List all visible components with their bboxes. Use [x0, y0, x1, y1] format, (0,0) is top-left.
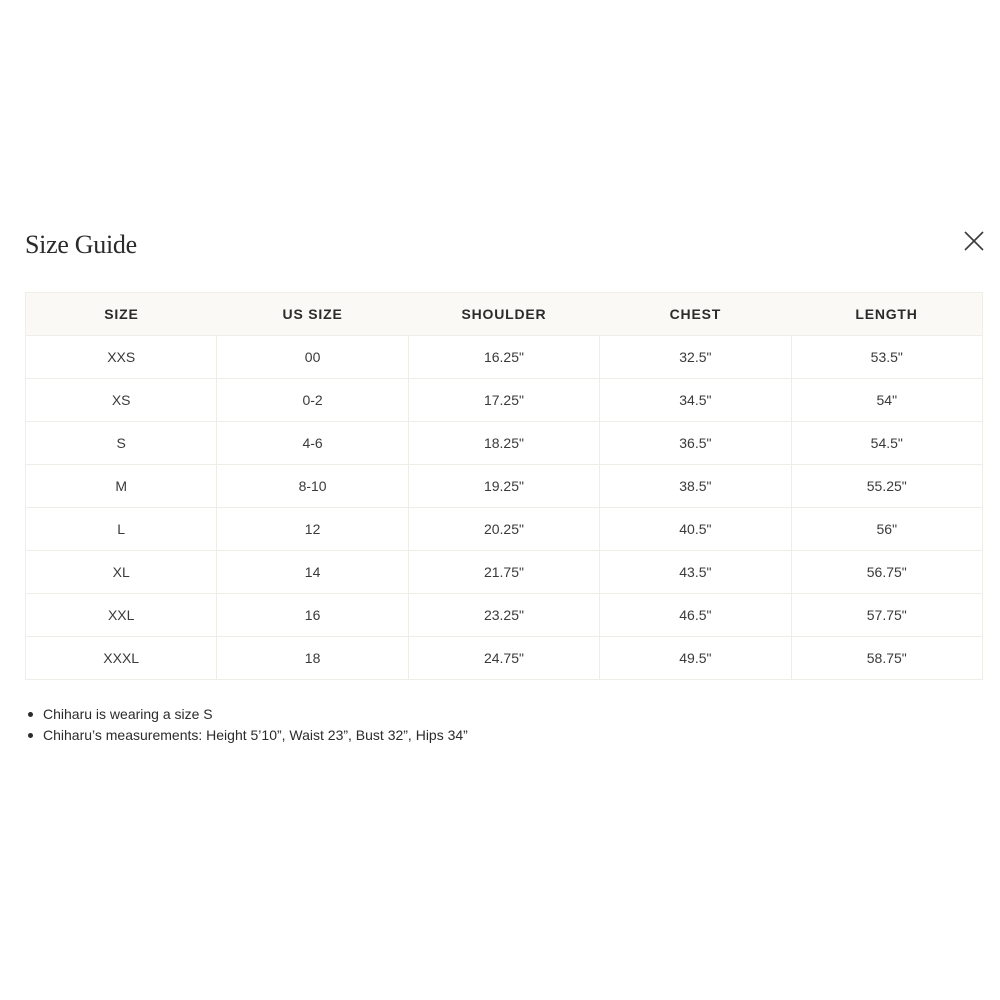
cell-chest: 46.5"	[600, 594, 791, 637]
cell-length: 53.5"	[791, 336, 982, 379]
cell-us-size: 18	[217, 637, 408, 680]
list-item	[25, 725, 468, 746]
cell-length: 55.25"	[791, 465, 982, 508]
cell-size: XXS	[26, 336, 217, 379]
cell-shoulder: 19.25"	[408, 465, 599, 508]
cell-size: S	[26, 422, 217, 465]
table-row	[26, 508, 983, 551]
cell-us-size: 4-6	[217, 422, 408, 465]
note-text: Chiharu’s measurements: Height 5’10”, Waist 23”, Bust 32”, Hips 34”	[43, 727, 468, 743]
close-icon	[963, 230, 985, 252]
size-table	[25, 292, 983, 680]
table-row	[26, 465, 983, 508]
table-row	[26, 637, 983, 680]
cell-length: 57.75"	[791, 594, 982, 637]
bullet-icon	[28, 712, 33, 717]
close-button[interactable]	[963, 230, 985, 252]
cell-us-size: 0-2	[217, 379, 408, 422]
column-header-chest: CHEST	[600, 293, 791, 336]
cell-shoulder: 21.75"	[408, 551, 599, 594]
bullet-icon	[28, 733, 33, 738]
cell-chest: 34.5"	[600, 379, 791, 422]
column-header-length: LENGTH	[791, 293, 982, 336]
table-row	[26, 379, 983, 422]
cell-size: XL	[26, 551, 217, 594]
cell-length: 54"	[791, 379, 982, 422]
cell-length: 54.5"	[791, 422, 982, 465]
cell-chest: 49.5"	[600, 637, 791, 680]
cell-chest: 38.5"	[600, 465, 791, 508]
table-header-row	[26, 293, 983, 336]
cell-chest: 36.5"	[600, 422, 791, 465]
cell-us-size: 14	[217, 551, 408, 594]
cell-size: L	[26, 508, 217, 551]
cell-chest: 40.5"	[600, 508, 791, 551]
table-row	[26, 551, 983, 594]
cell-length: 56.75"	[791, 551, 982, 594]
cell-shoulder: 18.25"	[408, 422, 599, 465]
cell-shoulder: 20.25"	[408, 508, 599, 551]
cell-us-size: 16	[217, 594, 408, 637]
column-header-us-size: US SIZE	[217, 293, 408, 336]
cell-shoulder: 17.25"	[408, 379, 599, 422]
cell-us-size: 8-10	[217, 465, 408, 508]
column-header-size: SIZE	[26, 293, 217, 336]
cell-chest: 32.5"	[600, 336, 791, 379]
table-row	[26, 336, 983, 379]
cell-us-size: 00	[217, 336, 408, 379]
list-item	[25, 704, 468, 725]
cell-shoulder: 23.25"	[408, 594, 599, 637]
cell-us-size: 12	[217, 508, 408, 551]
table-row	[26, 422, 983, 465]
cell-size: XXXL	[26, 637, 217, 680]
modal-title: Size Guide	[25, 230, 137, 259]
cell-size: M	[26, 465, 217, 508]
model-notes-list	[25, 704, 468, 746]
note-text: Chiharu is wearing a size S	[43, 706, 213, 722]
table-row	[26, 594, 983, 637]
cell-length: 56"	[791, 508, 982, 551]
column-header-shoulder: SHOULDER	[408, 293, 599, 336]
cell-size: XS	[26, 379, 217, 422]
cell-chest: 43.5"	[600, 551, 791, 594]
cell-shoulder: 16.25"	[408, 336, 599, 379]
cell-length: 58.75"	[791, 637, 982, 680]
cell-size: XXL	[26, 594, 217, 637]
cell-shoulder: 24.75"	[408, 637, 599, 680]
